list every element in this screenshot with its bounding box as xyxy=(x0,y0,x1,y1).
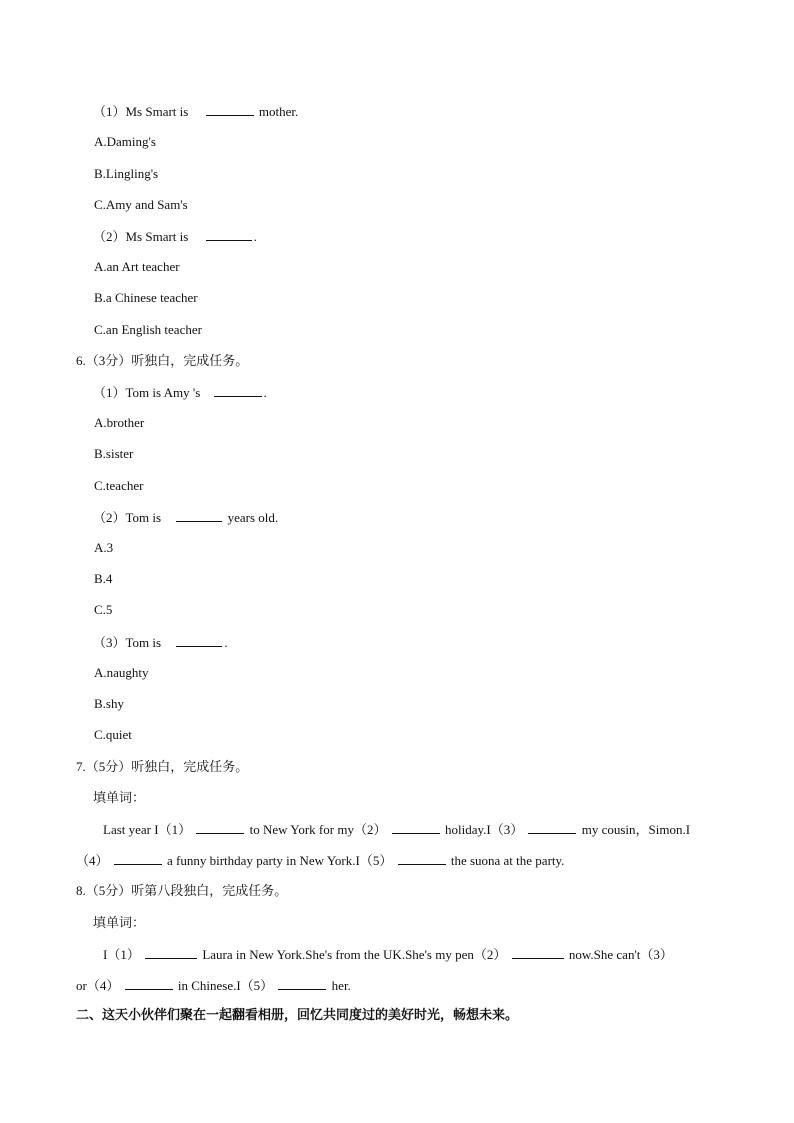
q5-sub1-option-b[interactable]: B.Lingling's xyxy=(94,166,159,181)
q7-instruction: 填单词： xyxy=(93,790,146,805)
q6-sub2-option-b[interactable]: B.4 xyxy=(94,571,113,586)
q8-blank-4[interactable] xyxy=(278,977,326,990)
q7-text-1: Last year I（1） xyxy=(103,822,192,837)
q5-sub2-option-b[interactable]: B.a Chinese teacher xyxy=(94,290,198,305)
q7-blank-4[interactable] xyxy=(114,852,162,865)
q7-paragraph-line-2 xyxy=(76,852,564,869)
section-2-title: 二、这天小伙伴们聚在一起翻看相册，回忆共同度过的美好时光，畅想未来。 xyxy=(76,1008,519,1023)
q6-sub2-text: （2）Tom is xyxy=(93,510,162,525)
q7-blank-1[interactable] xyxy=(196,821,244,834)
q8-instruction: 填单词： xyxy=(93,915,146,930)
q6-sub3-blank[interactable] xyxy=(176,634,222,647)
q6-title: 6.（3分）听独白，完成任务。 xyxy=(76,353,249,368)
q6-sub1-text-post: . xyxy=(263,385,267,400)
q8-title: 8.（5分）听第八段独白，完成任务。 xyxy=(76,883,288,898)
q8-text-3: now.She can't（3） xyxy=(568,947,673,962)
q6-sub1-option-b[interactable]: B.sister xyxy=(94,446,134,461)
q7-text-6: a funny birthday party in New York.I（5） xyxy=(167,853,393,868)
q6-sub1-option-a[interactable]: A.brother xyxy=(94,415,145,430)
q6-sub1-text: （1）Tom is Amy 's xyxy=(93,385,201,400)
q6-sub2-blank[interactable] xyxy=(176,509,222,522)
q6-sub1-prompt xyxy=(93,384,267,401)
q7-text-3: holiday.I（3） xyxy=(444,822,524,837)
q7-text-2: to New York for my（2） xyxy=(249,822,387,837)
q6-sub3-text-post: . xyxy=(224,635,228,650)
q8-blank-1[interactable] xyxy=(145,946,197,959)
q7-blank-3[interactable] xyxy=(528,821,576,834)
q5-sub2-prompt xyxy=(93,228,257,245)
q6-sub3-option-b[interactable]: B.shy xyxy=(94,696,124,711)
q5-sub1-text-post: mother. xyxy=(258,104,299,119)
q6-sub1-blank[interactable] xyxy=(214,384,262,397)
q7-paragraph-line-1 xyxy=(103,821,690,838)
q5-sub2-text: （2）Ms Smart is xyxy=(93,229,189,244)
q8-blank-3[interactable] xyxy=(125,977,173,990)
q8-text-6: her. xyxy=(331,978,351,993)
q6-sub2-prompt xyxy=(93,509,278,526)
q7-text-7: the suona at the party. xyxy=(450,853,565,868)
q8-blank-2[interactable] xyxy=(512,946,564,959)
q5-sub1-option-c[interactable]: C.Amy and Sam's xyxy=(94,197,188,212)
q5-sub2-option-a[interactable]: A.an Art teacher xyxy=(94,259,180,274)
q8-paragraph-line-2 xyxy=(76,977,351,994)
q6-sub2-text-post: years old. xyxy=(227,510,279,525)
q8-paragraph-line-1 xyxy=(103,946,673,963)
q6-sub3-option-c[interactable]: C.quiet xyxy=(94,727,132,742)
q6-sub3-text: （3）Tom is xyxy=(93,635,162,650)
q6-sub3-prompt xyxy=(93,634,228,651)
q7-blank-2[interactable] xyxy=(392,821,440,834)
q8-text-1: I（1） xyxy=(103,947,140,962)
q6-sub2-option-c[interactable]: C.5 xyxy=(94,602,113,617)
q6-sub3-option-a[interactable]: A.naughty xyxy=(94,665,149,680)
q7-blank-5[interactable] xyxy=(398,852,446,865)
q6-sub1-option-c[interactable]: C.teacher xyxy=(94,478,144,493)
q5-sub2-option-c[interactable]: C.an English teacher xyxy=(94,322,202,337)
q8-text-5: in Chinese.I（5） xyxy=(177,978,274,993)
q5-sub1-blank[interactable] xyxy=(206,103,254,116)
q5-sub1-option-a[interactable]: A.Daming's xyxy=(94,134,156,149)
q8-text-4: or（4） xyxy=(76,978,120,993)
q7-text-4: my cousin，Simon.I xyxy=(581,822,691,837)
q5-sub2-blank[interactable] xyxy=(206,228,252,241)
q5-sub2-text-post: . xyxy=(253,229,257,244)
q8-text-2: Laura in New York.She's from the UK.She's my pen（2） xyxy=(202,947,507,962)
q6-sub2-option-a[interactable]: A.3 xyxy=(94,540,114,555)
q7-title: 7.（5分）听独白，完成任务。 xyxy=(76,759,249,774)
q7-text-5: （4） xyxy=(76,853,109,868)
q5-sub1-prompt xyxy=(93,103,298,120)
q5-sub1-text: （1）Ms Smart is xyxy=(93,104,189,119)
